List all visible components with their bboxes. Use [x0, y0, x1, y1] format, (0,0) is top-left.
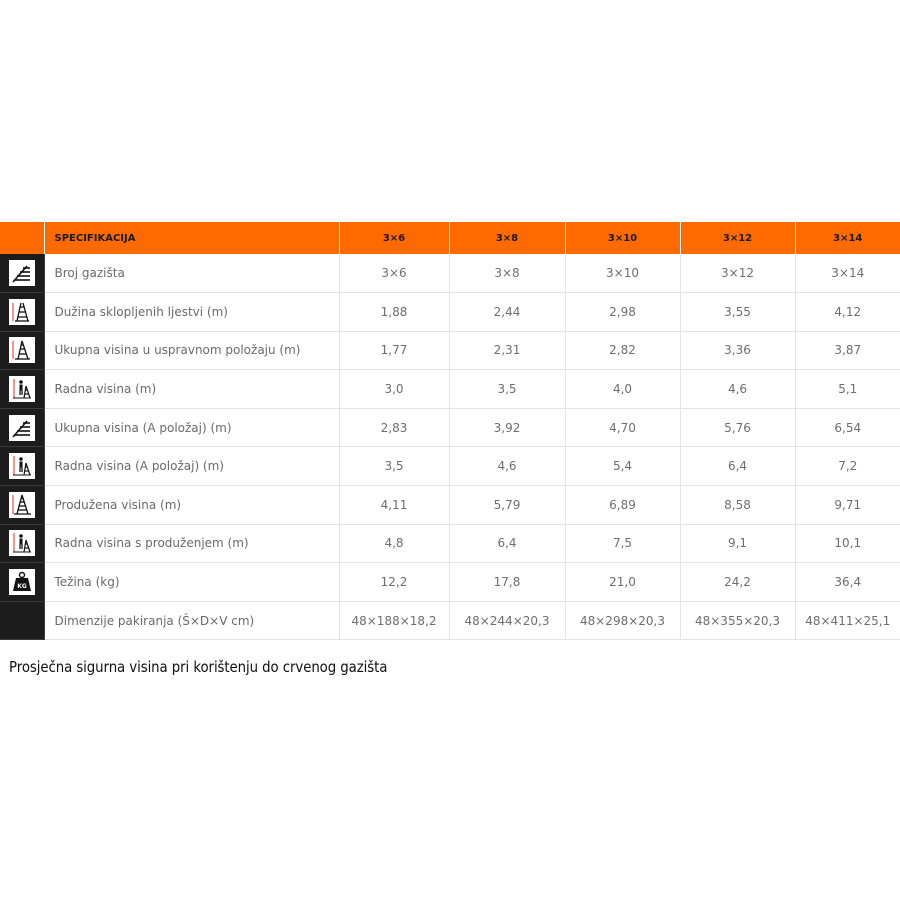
table-cell: 5,76: [680, 408, 795, 447]
row-label: Radna visina (m): [44, 370, 339, 409]
table-cell: 7,5: [565, 524, 680, 563]
row-icon-cell: [0, 447, 44, 486]
table-cell: 3,36: [680, 331, 795, 370]
table-cell: 5,79: [449, 486, 565, 525]
table-cell: 4,12: [795, 293, 900, 332]
table-cell: 6,4: [449, 524, 565, 563]
footnote: Prosječna sigurna visina pri korištenju do crvenog gazišta: [9, 658, 388, 676]
row-icon-cell: [0, 408, 44, 447]
table-row: [0, 370, 900, 409]
table-row: [0, 486, 900, 525]
model-column-header: 3×8: [449, 222, 565, 254]
table-cell: 3,55: [680, 293, 795, 332]
table-cell: 21,0: [565, 563, 680, 602]
table-cell: 4,6: [449, 447, 565, 486]
table-cell: 3×8: [449, 254, 565, 293]
row-label: Radna visina s produženjem (m): [44, 524, 339, 563]
row-icon-cell: [0, 293, 44, 332]
table-cell: 7,2: [795, 447, 900, 486]
row-icon-cell: [0, 254, 44, 293]
row-label: Ukupna visina (A položaj) (m): [44, 408, 339, 447]
table-cell: 4,6: [680, 370, 795, 409]
table-cell: 3×10: [565, 254, 680, 293]
table-row: [0, 447, 900, 486]
table-row: [0, 524, 900, 563]
table-cell: 6,54: [795, 408, 900, 447]
table-row: [0, 408, 900, 447]
row-icon-cell: [0, 563, 44, 602]
table-cell: 2,44: [449, 293, 565, 332]
table-cell: 4,8: [339, 524, 449, 563]
table-cell: 48×188×18,2: [339, 601, 449, 640]
model-column-header: 3×12: [680, 222, 795, 254]
table-cell: 9,71: [795, 486, 900, 525]
table-cell: 12,2: [339, 563, 449, 602]
table-cell: 2,82: [565, 331, 680, 370]
table-cell: 17,8: [449, 563, 565, 602]
spec-column-header: SPECIFIKACIJA: [44, 222, 339, 254]
table-cell: 10,1: [795, 524, 900, 563]
spec-table-body: [0, 254, 900, 640]
table-cell: 4,70: [565, 408, 680, 447]
model-column-header: 3×10: [565, 222, 680, 254]
row-label: Broj gazišta: [44, 254, 339, 293]
ladder-height-icon: [9, 337, 35, 363]
table-cell: 3×6: [339, 254, 449, 293]
table-cell: 3×12: [680, 254, 795, 293]
row-icon-cell: [0, 331, 44, 370]
row-label: Težina (kg): [44, 563, 339, 602]
table-cell: 3,0: [339, 370, 449, 409]
row-label: Radna visina (A položaj) (m): [44, 447, 339, 486]
row-label: Ukupna visina u uspravnom položaju (m): [44, 331, 339, 370]
table-cell: 48×355×20,3: [680, 601, 795, 640]
weight-icon: [9, 569, 35, 595]
row-label: Dimenzije pakiranja (Š×D×V cm): [44, 601, 339, 640]
row-label: Dužina sklopljenih ljestvi (m): [44, 293, 339, 332]
table-cell: 8,58: [680, 486, 795, 525]
table-cell: 6,89: [565, 486, 680, 525]
table-row: [0, 254, 900, 293]
steps-icon: [9, 415, 35, 441]
table-cell: 2,83: [339, 408, 449, 447]
svg-text:KG: KG: [16, 583, 27, 591]
table-cell: 24,2: [680, 563, 795, 602]
ladder-extended-icon: [9, 492, 35, 518]
table-cell: 3,87: [795, 331, 900, 370]
row-label: Produžena visina (m): [44, 486, 339, 525]
icon-column-header: [0, 222, 44, 254]
spec-table: [0, 222, 900, 640]
table-cell: 5,1: [795, 370, 900, 409]
row-icon-cell: [0, 601, 44, 640]
table-cell: 3,5: [339, 447, 449, 486]
table-cell: 1,77: [339, 331, 449, 370]
table-row: [0, 331, 900, 370]
table-cell: 48×411×25,1: [795, 601, 900, 640]
table-cell: 5,4: [565, 447, 680, 486]
model-column-header: 3×14: [795, 222, 900, 254]
table-cell: 3,92: [449, 408, 565, 447]
table-row: [0, 601, 900, 640]
table-cell: 6,4: [680, 447, 795, 486]
table-cell: 2,31: [449, 331, 565, 370]
table-row: [0, 293, 900, 332]
table-cell: 4,0: [565, 370, 680, 409]
table-cell: 36,4: [795, 563, 900, 602]
row-icon-cell: [0, 524, 44, 563]
table-cell: 48×298×20,3: [565, 601, 680, 640]
person-ladder-icon: [9, 530, 35, 556]
ladder-length-icon: [9, 299, 35, 325]
person-ladder-icon: [9, 376, 35, 402]
table-cell: 2,98: [565, 293, 680, 332]
model-column-header: 3×6: [339, 222, 449, 254]
table-cell: 4,11: [339, 486, 449, 525]
table-row: [0, 563, 900, 602]
table-header-row: [0, 222, 900, 254]
table-cell: 48×244×20,3: [449, 601, 565, 640]
row-icon-cell: [0, 370, 44, 409]
row-icon-cell: [0, 486, 44, 525]
steps-icon: [9, 260, 35, 286]
table-cell: 1,88: [339, 293, 449, 332]
person-ladder-icon: [9, 453, 35, 479]
table-cell: 9,1: [680, 524, 795, 563]
table-cell: 3,5: [449, 370, 565, 409]
table-cell: 3×14: [795, 254, 900, 293]
